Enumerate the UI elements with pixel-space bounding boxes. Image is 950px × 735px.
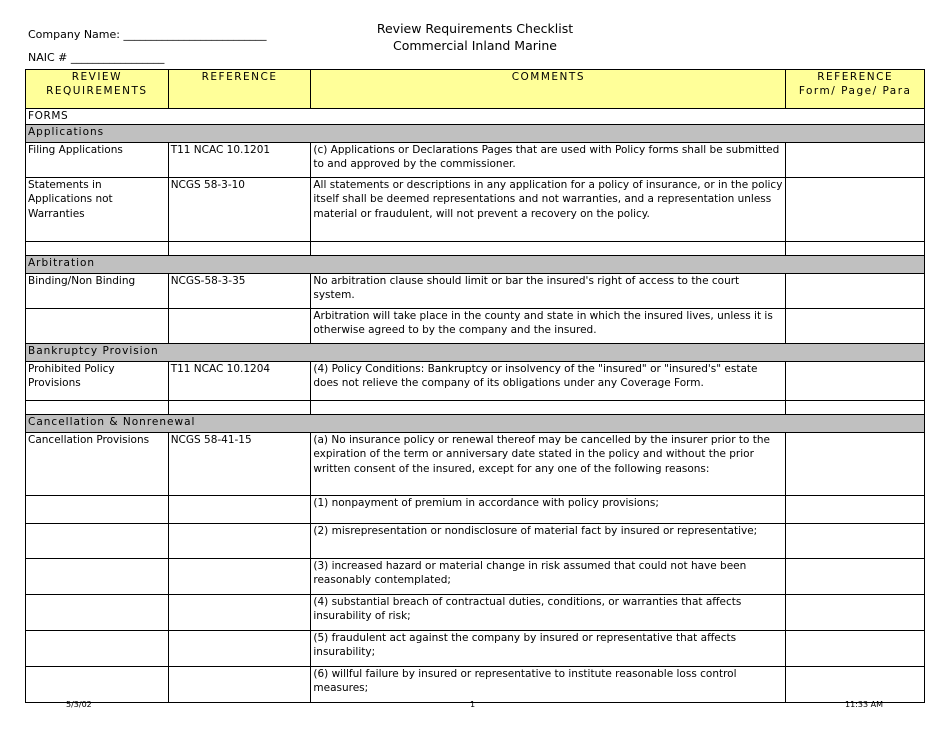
form-ref-cell <box>786 433 925 496</box>
comment-cell: (2) misrepresentation or nondisclosure of material fact by insured or representative; <box>311 524 786 559</box>
footer-time: 11:33 AM <box>845 700 883 709</box>
requirement-cell <box>26 524 169 559</box>
form-ref-cell <box>786 524 925 559</box>
table-row <box>26 524 925 559</box>
reference-cell: NCGS 58-3-10 <box>168 178 311 242</box>
table-row <box>26 274 925 309</box>
company-name-label: Company Name: <box>28 28 120 41</box>
company-name-line: __________________________ <box>123 28 267 41</box>
reference-cell <box>168 631 311 667</box>
reference-cell <box>168 496 311 524</box>
requirement-cell <box>26 595 169 631</box>
reference-cell <box>168 524 311 559</box>
table-row <box>26 362 925 401</box>
section-label: Cancellation & Nonrenewal <box>26 415 925 433</box>
form-ref-cell <box>786 309 925 344</box>
requirement-cell <box>26 496 169 524</box>
table-row <box>26 496 925 524</box>
forms-label: FORMS <box>26 109 925 125</box>
col-header-review-requirements: REVIEW REQUIREMENTS <box>26 70 169 109</box>
requirement-cell <box>26 667 169 703</box>
column-header-row <box>26 70 925 109</box>
reference-cell: T11 NCAC 10.1204 <box>168 362 311 401</box>
comment-cell: Arbitration will take place in the county and state in which the insured lives, unless it is otherwise agreed to by the company and the insured. <box>311 309 786 344</box>
comment-cell: (6) willful failure by insured or representative to institute reasonable loss control measures; <box>311 667 786 703</box>
table-row <box>26 309 925 344</box>
table-row <box>26 178 925 242</box>
form-ref-cell <box>786 143 925 178</box>
comment-cell: (1) nonpayment of premium in accordance with policy provisions; <box>311 496 786 524</box>
section-label: Arbitration <box>26 256 925 274</box>
requirement-cell <box>26 559 169 595</box>
naic-line: _________________ <box>70 51 165 64</box>
blank-row <box>26 401 925 415</box>
requirement-cell: Binding/Non Binding <box>26 274 169 309</box>
comment-cell: (5) fraudulent act against the company by insured or representative that affects insurability; <box>311 631 786 667</box>
requirement-cell: Prohibited Policy Provisions <box>26 362 169 401</box>
comment-cell: No arbitration clause should limit or bar the insured's right of access to the court system. <box>311 274 786 309</box>
forms-row <box>26 109 925 125</box>
table-row <box>26 559 925 595</box>
col-header-comments: COMMENTS <box>311 70 786 109</box>
section-label: Applications <box>26 125 925 143</box>
form-ref-cell <box>786 667 925 703</box>
comment-cell: (3) increased hazard or material change in risk assumed that could not have been reasonably contemplated; <box>311 559 786 595</box>
requirement-cell <box>26 309 169 344</box>
naic-field <box>28 51 164 64</box>
company-name-field <box>28 28 267 41</box>
document-title: Review Requirements Checklist <box>376 21 574 36</box>
table-row <box>26 143 925 178</box>
table-row <box>26 667 925 703</box>
comment-cell: (4) Policy Conditions: Bankruptcy or insolvency of the "insured" or "insured's" estate does not relieve the company of its obligations under any Coverage Form. <box>311 362 786 401</box>
reference-cell: T11 NCAC 10.1201 <box>168 143 311 178</box>
section-cancellation <box>26 415 925 433</box>
form-ref-cell <box>786 178 925 242</box>
col-header-reference: REFERENCE <box>168 70 311 109</box>
table-row <box>26 595 925 631</box>
form-ref-cell <box>786 362 925 401</box>
reference-cell <box>168 595 311 631</box>
reference-cell <box>168 667 311 703</box>
reference-cell: NCGS 58-41-15 <box>168 433 311 496</box>
footer-date: 5/3/02 <box>66 700 92 709</box>
requirement-cell: Statements in Applications not Warranties <box>26 178 169 242</box>
table-row <box>26 433 925 496</box>
naic-label: NAIC # <box>28 51 68 64</box>
comment-cell: (4) substantial breach of contractual duties, conditions, or warranties that affects insurability of risk; <box>311 595 786 631</box>
comment-cell: (c) Applications or Declarations Pages that are used with Policy forms shall be submitted to and approved by the commissioner. <box>311 143 786 178</box>
form-ref-cell <box>786 496 925 524</box>
form-ref-cell <box>786 559 925 595</box>
checklist-table <box>25 69 925 703</box>
document-subtitle: Commercial Inland Marine <box>393 38 557 53</box>
requirement-cell: Filing Applications <box>26 143 169 178</box>
section-label: Bankruptcy Provision <box>26 344 925 362</box>
reference-cell <box>168 309 311 344</box>
section-arbitration <box>26 256 925 274</box>
form-ref-cell <box>786 274 925 309</box>
reference-cell <box>168 559 311 595</box>
section-applications <box>26 125 925 143</box>
table-row <box>26 631 925 667</box>
requirement-cell <box>26 631 169 667</box>
blank-row <box>26 242 925 256</box>
section-bankruptcy <box>26 344 925 362</box>
comment-cell: All statements or descriptions in any application for a policy of insurance, or in the policy itself shall be deemed representations and not warranties, and a representation unless material or fraudulent, will not prevent a recovery on the policy. <box>311 178 786 242</box>
requirement-cell: Cancellation Provisions <box>26 433 169 496</box>
reference-cell: NCGS-58-3-35 <box>168 274 311 309</box>
form-ref-cell <box>786 631 925 667</box>
form-ref-cell <box>786 595 925 631</box>
comment-cell: (a) No insurance policy or renewal thereof may be cancelled by the insurer prior to the expiration of the term or anniversary date stated in the policy and without the prior written consent of the insured, except for any one of the following reasons: <box>311 433 786 496</box>
col-header-form-page-para: REFERENCE Form/ Page/ Para <box>786 70 925 109</box>
footer-page-number: 1 <box>470 700 476 709</box>
